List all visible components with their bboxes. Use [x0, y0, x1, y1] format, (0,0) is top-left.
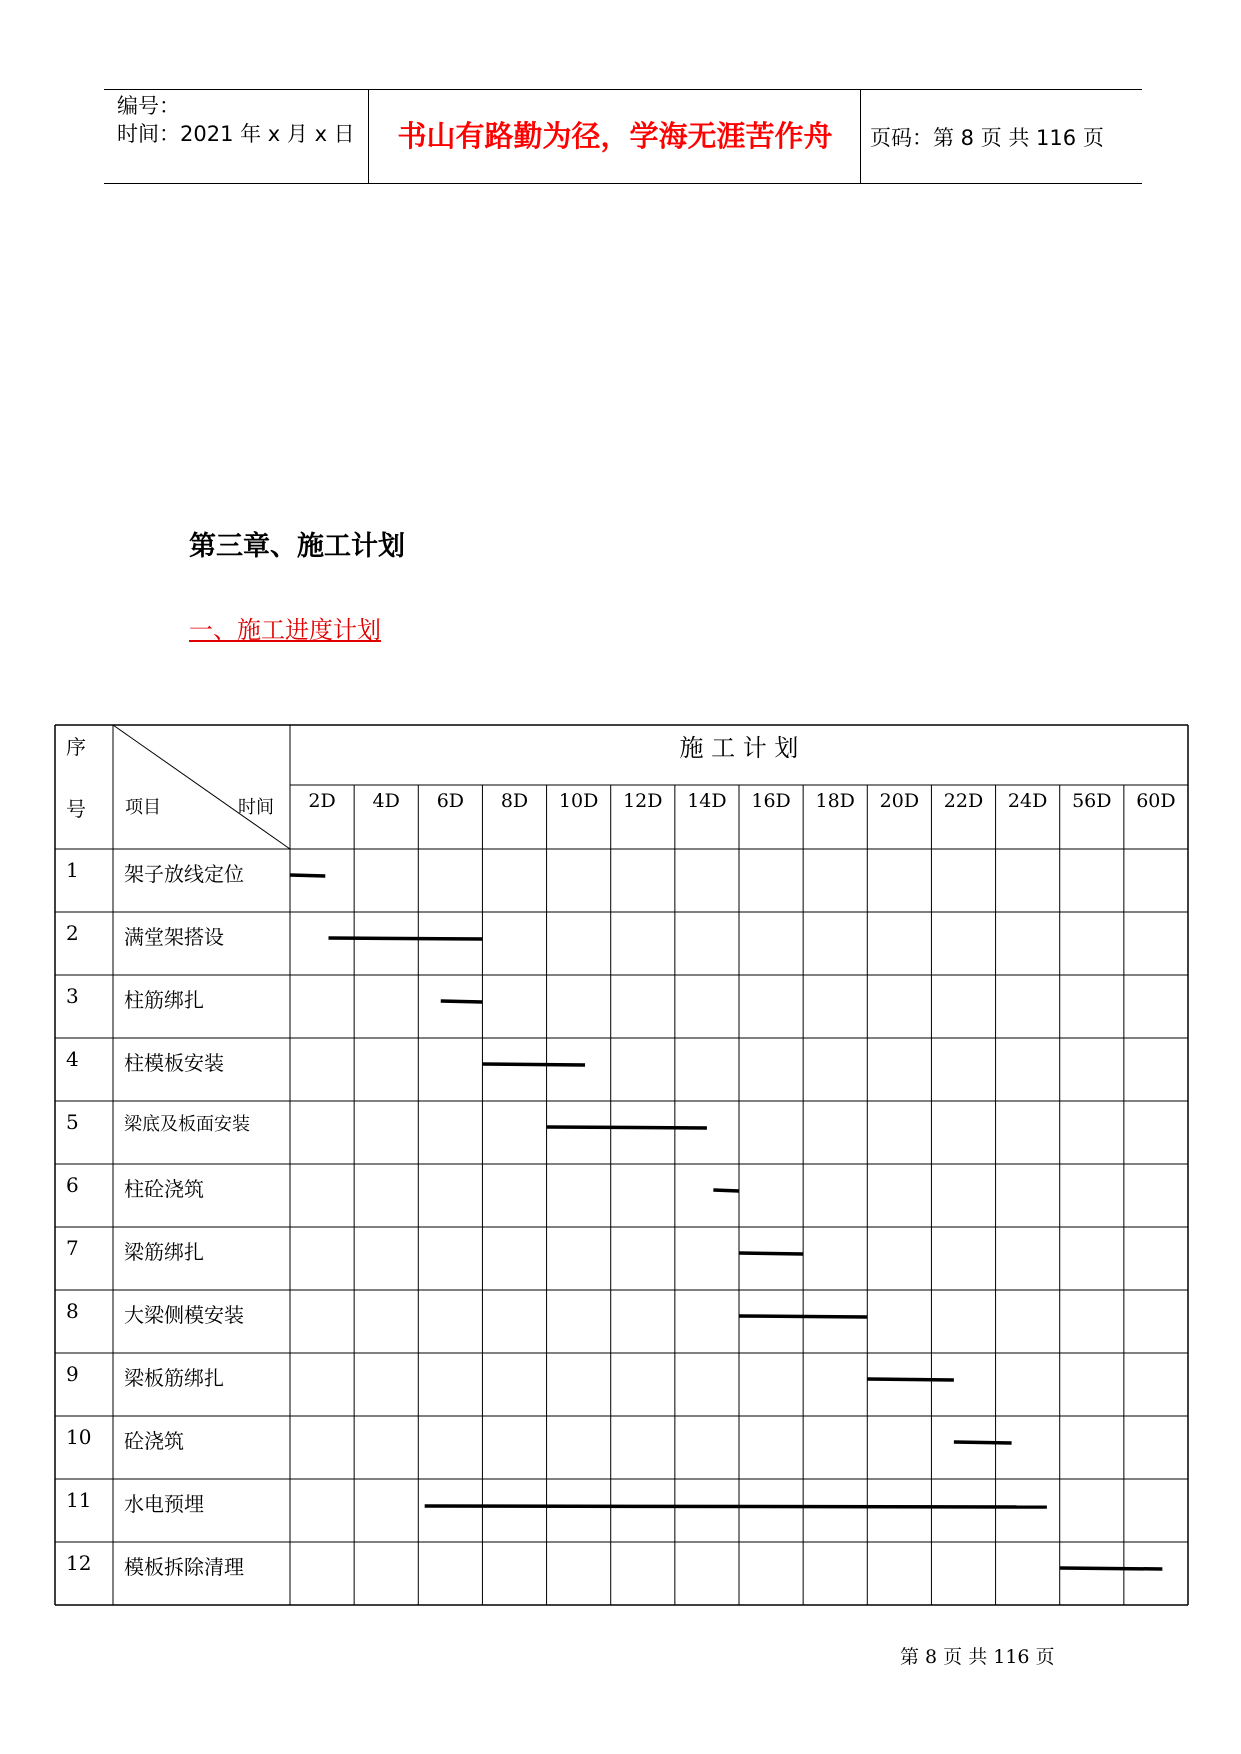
- schedule-bar: [713, 1190, 739, 1191]
- period-label: 2D: [308, 790, 336, 812]
- section-title: 一、施工进度计划: [189, 616, 381, 644]
- schedule-bar: [290, 875, 325, 876]
- row-seq: 7: [66, 1236, 79, 1260]
- row-item: 柱砼浇筑: [124, 1177, 204, 1201]
- row-item: 大梁侧模安装: [124, 1303, 244, 1327]
- row-seq: 10: [66, 1425, 92, 1449]
- period-label: 18D: [815, 790, 855, 812]
- period-label: 10D: [558, 790, 599, 812]
- row-seq: 8: [66, 1299, 79, 1323]
- row-item: 梁底及板面安装: [124, 1114, 250, 1135]
- period-label: 24D: [1007, 790, 1048, 812]
- row-item: 梁板筋绑扎: [124, 1366, 224, 1390]
- row-item: 柱筋绑扎: [124, 988, 204, 1012]
- row-seq: 5: [66, 1110, 79, 1134]
- row-item: 架子放线定位: [124, 862, 244, 886]
- row-item: 梁筋绑扎: [124, 1240, 204, 1264]
- row-seq: 12: [66, 1551, 92, 1575]
- row-item: 满堂架搭设: [124, 925, 224, 949]
- row-seq: 11: [66, 1488, 92, 1512]
- period-label: 8D: [500, 790, 529, 812]
- schedule-bar: [954, 1442, 1012, 1443]
- seq-header-bottom: 号: [66, 797, 86, 821]
- item-header: 项目: [125, 797, 161, 818]
- period-label: 56D: [1072, 790, 1112, 812]
- time-header: 时间: [238, 797, 274, 818]
- period-label: 16D: [751, 790, 791, 812]
- schedule-bar: [547, 1127, 707, 1128]
- time-label: 时间：2021 年 x 月 x 日: [117, 122, 355, 146]
- period-label: 4D: [372, 790, 400, 812]
- schedule-bar: [328, 938, 482, 939]
- plan-title: 施 工 计 划: [679, 734, 799, 762]
- row-seq: 3: [66, 984, 79, 1008]
- header-page-info: 页码：第 8 页 共 116 页: [870, 126, 1104, 150]
- period-label: 60D: [1136, 790, 1176, 812]
- period-label: 20D: [879, 790, 920, 812]
- schedule-bar: [441, 1001, 483, 1002]
- chapter-title: 第三章、施工计划: [189, 531, 405, 562]
- period-label: 12D: [623, 790, 663, 812]
- header-motto: 书山有路勤为径，学海无涯苦作舟: [397, 119, 833, 153]
- row-item: 砼浇筑: [124, 1429, 184, 1453]
- period-label: 14D: [687, 790, 727, 812]
- schedule-bar: [739, 1253, 803, 1254]
- row-seq: 4: [66, 1047, 79, 1071]
- seq-header-top: 序: [66, 735, 86, 759]
- schedule-bar: [482, 1064, 585, 1065]
- row-item: 水电预埋: [124, 1492, 204, 1516]
- row-item: 模板拆除清理: [124, 1555, 244, 1579]
- row-seq: 9: [66, 1362, 79, 1386]
- serial-label: 编号：: [117, 94, 180, 118]
- schedule-bar: [425, 1506, 1047, 1507]
- header-diagonal: [113, 725, 290, 849]
- schedule-bar: [867, 1379, 954, 1380]
- schedule-bar: [739, 1316, 867, 1317]
- row-seq: 6: [66, 1173, 79, 1197]
- schedule-bar: [1060, 1568, 1163, 1569]
- period-label: 6D: [436, 790, 465, 812]
- page-footer: 第 8 页 共 116 页: [900, 1646, 1055, 1668]
- row-seq: 2: [66, 921, 79, 945]
- row-item: 柱模板安装: [124, 1051, 224, 1075]
- row-seq: 1: [66, 858, 79, 882]
- period-label: 22D: [943, 790, 984, 812]
